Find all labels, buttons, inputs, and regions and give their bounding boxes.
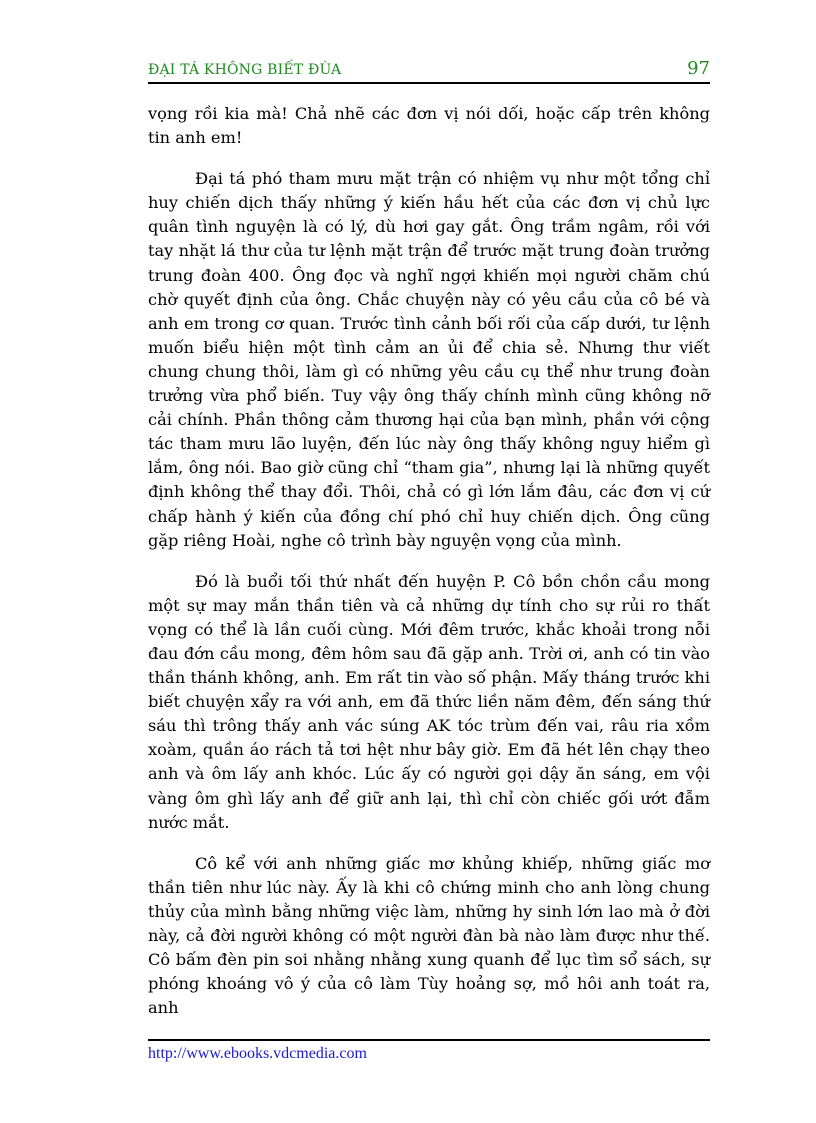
paragraph: vọng rồi kia mà! Chả nhẽ các đơn vị nói dối, hoặc cấp trên không tin anh em!	[148, 104, 710, 148]
page-number: 97	[687, 58, 710, 79]
book-title: ĐẠI TÁ KHÔNG BIẾT ĐÙA	[148, 62, 342, 78]
body-text	[148, 102, 710, 1037]
paragraph: Cô kể với anh những giấc mơ khủng khiếp, những giấc mơ thần tiên như lúc này. Ấy là khi cô chứng minh cho anh lòng chung thủy của mình bằng những việc làm, những hy sinh lớn lao mà ở đời này, cả đời người không có một người đàn bà nào làm được như thế. Cô bấm đèn pin soi nhằng nhằng xung quanh để lục tìm sổ sách, sự phóng khoáng vô ý của cô làm Tùy hoảng sợ, mồ hôi anh toát ra, anh	[148, 853, 710, 1018]
page-header	[148, 58, 710, 84]
footer-url-link[interactable]: http://www.ebooks.vdcmedia.com	[148, 1045, 367, 1062]
footer-divider	[148, 1039, 710, 1041]
paragraph: Đó là buổi tối thứ nhất đến huyện P. Cô bồn chồn cầu mong một sự may mắn thần tiên và cả những dự tính cho sự rủi ro thất vọng có thể là lần cuối cùng. Mới đêm trước, khắc khoải trong nỗi đau đớn cầu mong, đêm hôm sau đã gặp anh. Trời ơi, anh có tin vào thần thánh không, anh. Em rất tin vào số phận. Mấy tháng trước khi biết chuyện xẩy ra với anh, em đã thức liền năm đêm, đến sáng thứ sáu thì trông thấy anh vác súng AK tóc trùm đến vai, râu ria xồm xoàm, quần áo rách tả tơi hệt như bây giờ. Em đã hét lên chạy theo anh và ôm lấy anh khóc. Lúc ấy có người gọi dậy ăn sáng, em vội vàng ôm ghì lấy anh để giữ anh lại, thì chỉ còn chiếc gối ướt đẫm nước mắt.	[148, 571, 710, 832]
paragraph: Đại tá phó tham mưu mặt trận có nhiệm vụ như một tổng chỉ huy chiến dịch thấy những ý kiến hầu hết của các đơn vị chủ lực quân tình nguyện là có lý, dù hơi gay gắt. Ông trầm ngâm, rồi với tay nhặt lá thư của tư lệnh mặt trận để trước mặt trung đoàn trưởng trung đoàn 400. Ông đọc và nghĩ ngợi khiến mọi người chăm chú chờ quyết định của ông. Chắc chuyện này có yêu cầu của cô bé và anh em trong cơ quan. Trước tình cảnh bối rối của cấp dưới, tư lệnh muốn biểu hiện một tình cảm an ủi để chia sẻ. Nhưng thư viết chung chung thôi, làm gì có những yêu cầu cụ thể như trung đoàn trưởng vừa phổ biến. Tuy vậy ông thấy chính mình cũng không nỡ cải chính. Phần thông cảm thương hại của bạn mình, phần với cộng tác tham mưu lão luyện, đến lúc này ông thấy không nguy hiểm gì lắm, ông nói. Bao giờ cũng chỉ “tham gia”, nhưng lại là những quyết định không thể thay đổi. Thôi, chả có gì lớn lắm đâu, các đơn vị cứ chấp hành ý kiến của đồng chí phó chỉ huy chiến dịch. Ông cũng gặp riêng Hoài, nghe cô trình bày nguyện vọng của mình.	[148, 169, 710, 550]
